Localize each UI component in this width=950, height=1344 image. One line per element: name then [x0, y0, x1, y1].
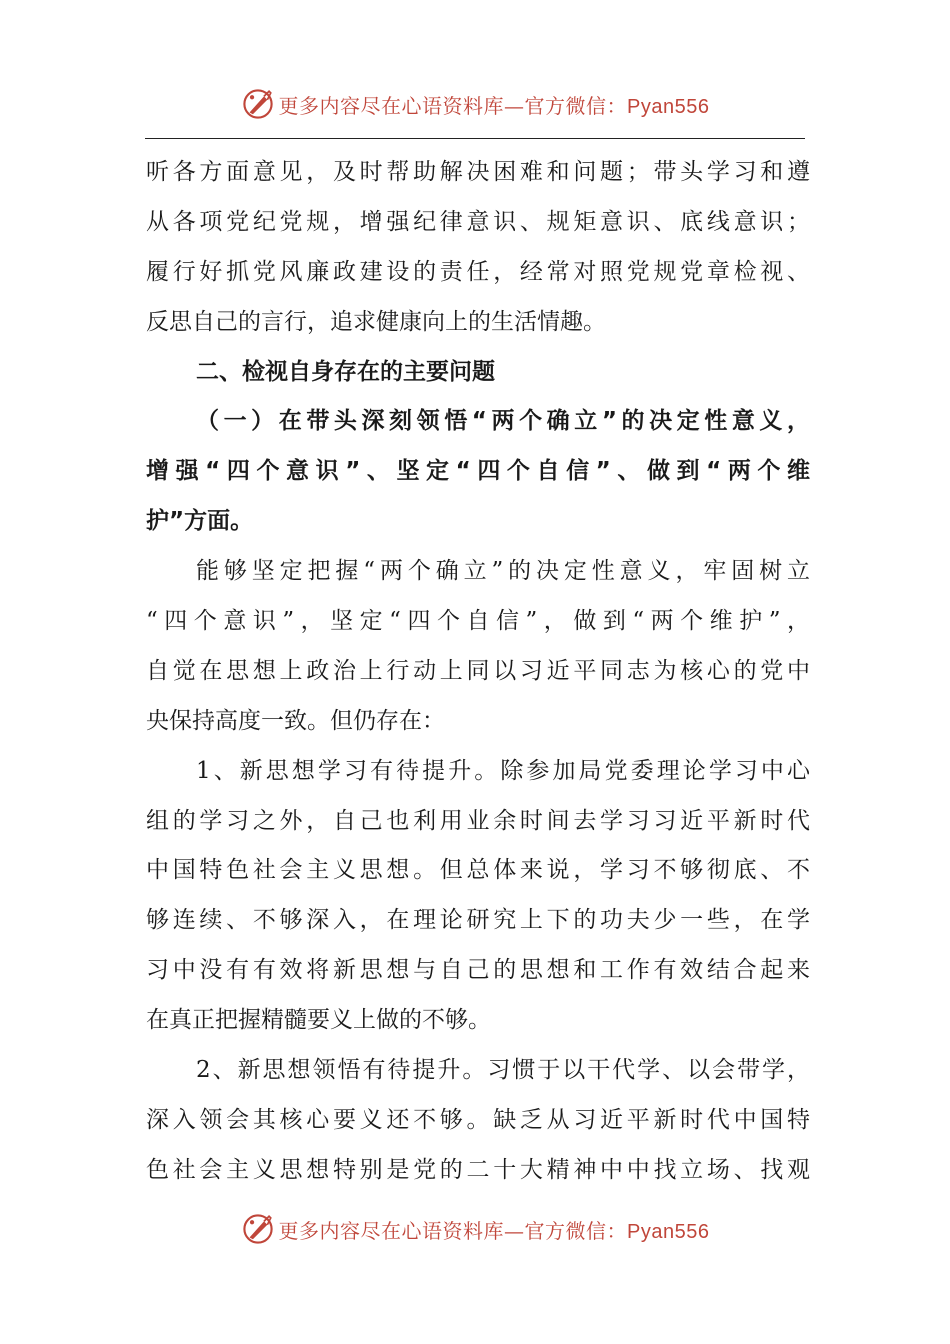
text-line: 在真正把握精髓要义上做的不够。 — [146, 1007, 491, 1034]
header-banner — [0, 82, 950, 126]
text-line: 听各方面意见，及时帮助解决困难和问题；带头学习和遵 — [146, 159, 810, 185]
text-line: 组的学习之外，自己也利用业余时间去学习习近平新时代 — [146, 807, 810, 834]
text-line: 从各项党纪党规，增强纪律意识、规矩意识、底线意识； — [146, 208, 810, 235]
text-line: 1、新思想学习有待提升。除参加局党委理论学习中心 — [196, 757, 810, 784]
subsection-heading: （一）在带头深刻领悟“两个确立”的决定性意义， — [196, 408, 810, 435]
wechat-id: Pyan556 — [627, 1220, 710, 1243]
text-line: 反思自己的言行，追求健康向上的生活情趣。 — [146, 308, 606, 335]
text-line: 自觉在思想上政治上行动上同以习近平同志为核心的党中 — [146, 657, 810, 684]
text-line: 色社会主义思想特别是党的二十大精神中中找立场、找观 — [146, 1156, 810, 1183]
text-line: 中国特色社会主义思想。但总体来说，学习不够彻底、不 — [146, 857, 810, 884]
text-line: 深入领会其核心要义还不够。缺乏从习近平新时代中国特 — [146, 1106, 810, 1133]
section-heading: 二、检视自身存在的主要问题 — [196, 358, 495, 385]
quill-logo-icon — [241, 87, 275, 121]
header-banner-text: 更多内容尽在心语资料库—官方微信：Pyan556 — [278, 93, 710, 118]
text-line: 能够坚定把握“两个确立”的决定性意义，牢固树立 — [196, 558, 810, 585]
wechat-id: Pyan556 — [627, 95, 710, 118]
text-line: 央保持高度一致。但仍存在： — [146, 707, 445, 734]
footer-banner — [0, 1207, 950, 1251]
subsection-heading: 护”方面。 — [146, 508, 254, 535]
text-line: 2、新思想领悟有待提升。习惯于以干代学、以会带学， — [196, 1057, 810, 1084]
subsection-heading: 增强“四个意识”、坚定“四个自信”、做到“两个维 — [146, 458, 810, 485]
text-line: 习中没有有效将新思想与自己的思想和工作有效结合起来 — [146, 957, 810, 984]
quill-logo-icon — [241, 1212, 275, 1246]
text-line: “四个意识”，坚定“四个自信”，做到“两个维护”， — [146, 608, 810, 635]
document-body — [146, 148, 810, 1196]
text-line: 够连续、不够深入，在理论研究上下的功夫少一些，在学 — [146, 907, 810, 934]
header-divider — [145, 138, 805, 139]
text-line: 履行好抓党风廉政建设的责任，经常对照党规党章检视、 — [146, 258, 810, 285]
footer-banner-text: 更多内容尽在心语资料库—官方微信：Pyan556 — [278, 1218, 710, 1243]
